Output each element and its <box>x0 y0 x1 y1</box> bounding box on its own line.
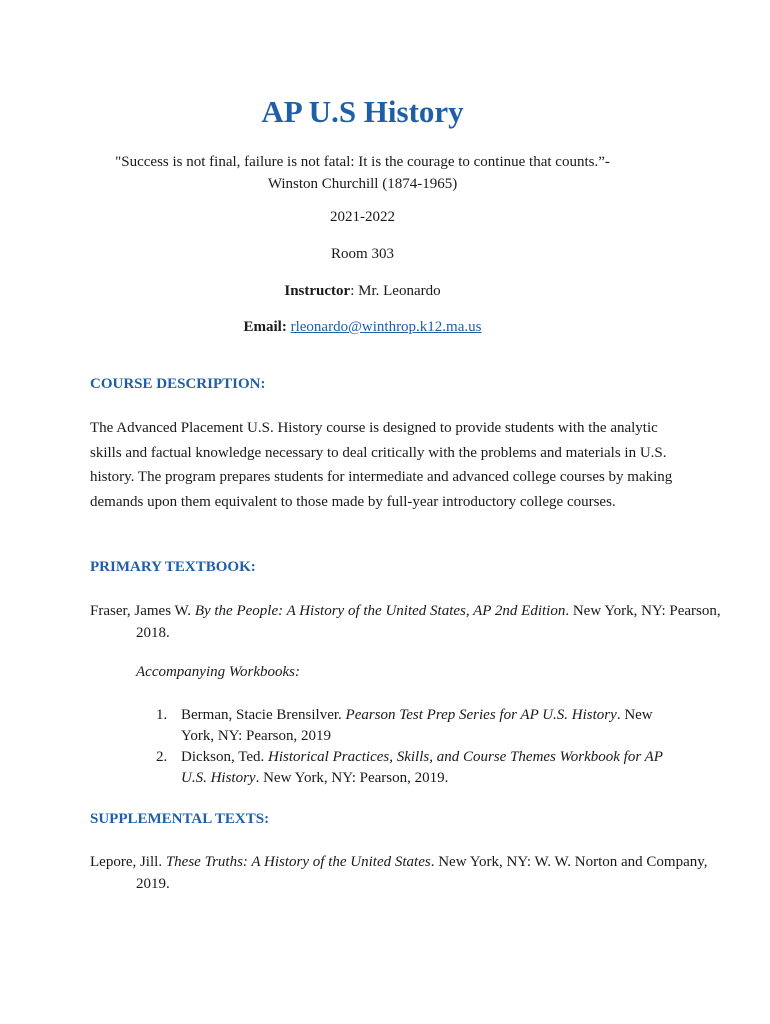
school-year: 2021-2022 <box>330 209 395 225</box>
page-title: AP U.S History <box>261 94 464 129</box>
citation-author: Lepore, Jill. <box>90 854 166 870</box>
citation-author: Dickson, Ted. <box>181 749 268 765</box>
citation-publisher: . New York, NY: Pearson, 2019 <box>181 707 653 744</box>
list-item-number: 1. <box>156 707 168 723</box>
citation-author: Fraser, James W. <box>90 603 195 619</box>
citation-title: These Truths: A History of the United States <box>165 854 431 870</box>
citation-publisher: . New York, NY: Pearson, 2018. <box>136 603 721 641</box>
email-line <box>0 319 725 336</box>
citation-author: Berman, Stacie Brensilver. <box>181 707 346 723</box>
room-number: Room 303 <box>331 246 394 262</box>
workbooks-label: Accompanying Workbooks: <box>136 664 300 680</box>
instructor-label: Instructor <box>284 283 351 299</box>
list-item-number: 2. <box>156 749 168 765</box>
list-item <box>136 747 681 789</box>
email-link[interactable]: rleonardo@winthrop.k12.ma.us <box>290 319 482 335</box>
citation-publisher: . New York, NY: Pearson, 2019. <box>255 770 449 786</box>
course-description-text: The Advanced Placement U.S. History course is designed to provide students with the analytic skills and factual knowledge necessary to deal critically with the problems and materials in U.S. history. The program prepares students for intermediate and advanced college courses by making demands upon them equivalent to those made by full-year introductory college courses. <box>90 420 673 510</box>
list-item <box>136 705 681 747</box>
citation-title: By the People: A History of the United States, AP 2nd Edition <box>194 603 566 619</box>
instructor-line <box>0 283 725 300</box>
email-label: Email: <box>243 319 287 335</box>
course-description-heading: COURSE DESCRIPTION: <box>90 376 266 392</box>
instructor-name: : Mr. Leonardo <box>350 283 441 299</box>
citation-title: Pearson Test Prep Series for AP U.S. History <box>345 707 617 723</box>
supplemental-texts-heading: SUPPLEMENTAL TEXTS: <box>90 811 270 827</box>
primary-textbook-citation <box>90 600 726 644</box>
quote: "Success is not final, failure is not fatal: It is the courage to continue that counts.”-Winston Churchill (1874-1965) <box>115 154 610 192</box>
supplemental-text-citation <box>90 851 726 895</box>
citation-title: Historical Practices, Skills, and Course Themes Workbook for AP U.S. History <box>181 749 663 786</box>
citation-publisher: . New York, NY: W. W. Norton and Company, 2019. <box>136 854 708 892</box>
primary-textbook-heading: PRIMARY TEXTBOOK: <box>90 559 256 575</box>
workbooks-list <box>136 705 681 789</box>
